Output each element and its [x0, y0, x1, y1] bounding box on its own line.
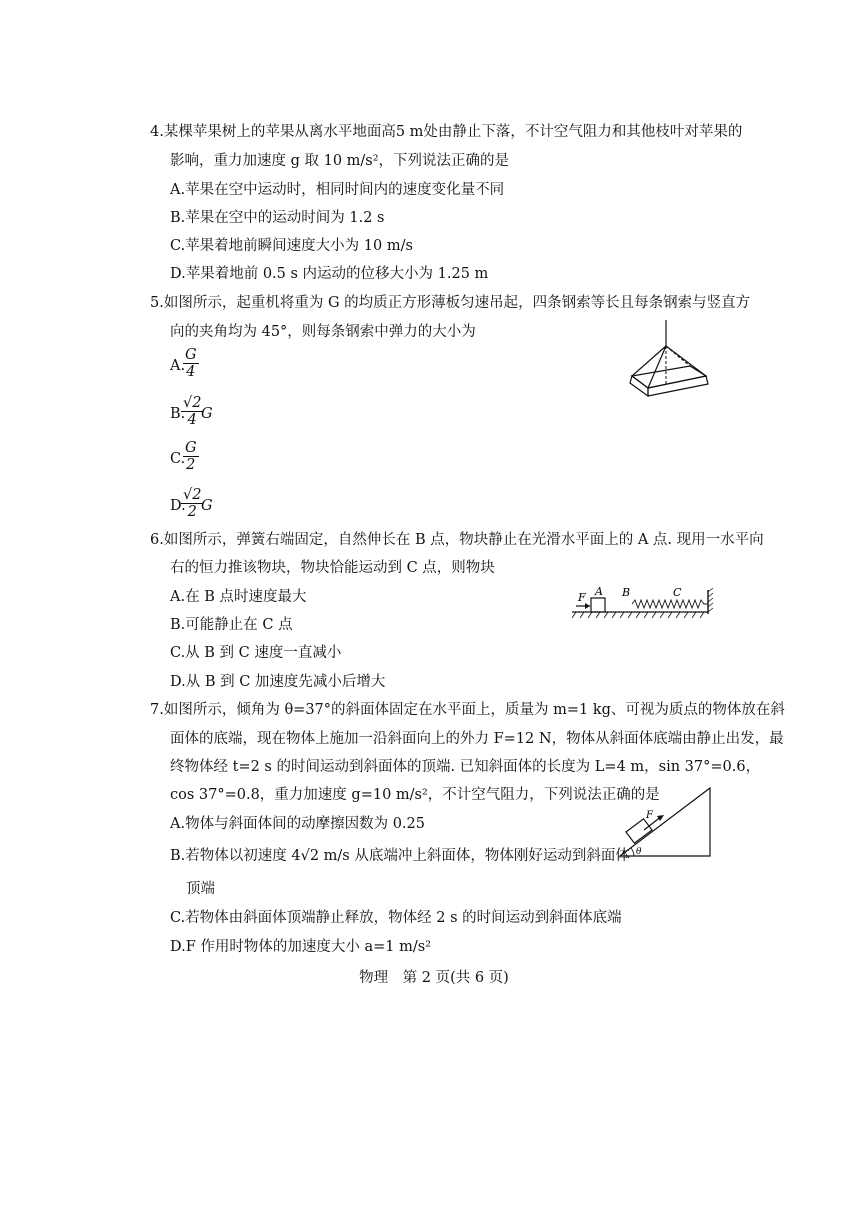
fraction-denominator: 4 [186, 364, 196, 380]
q6-stem-line1: 6.如图所示，弹簧右端固定，自然伸长在 B 点，物块静止在光滑水平面上的 A 点. 现用一水平向 [150, 532, 764, 548]
fraction-denominator: 4 [187, 412, 197, 428]
fraction-numerator: G [185, 440, 197, 456]
q7-stem-line3: 终物体经 t=2 s 的时间运动到斜面体的顶端. 已知斜面体的长度为 L=4 m，sin 37°=0.6， [170, 759, 761, 775]
q5-option-a-label: A. [170, 358, 186, 374]
q4-option-c: C.苹果着地前瞬间速度大小为 10 m/s [170, 238, 413, 254]
q4-stem-line1: 4.某棵苹果树上的苹果从离水平地面高5 m处由静止下落，不计空气阻力和其他枝叶对苹果的 [150, 124, 743, 140]
q6-option-a: A.在 B 点时速度最大 [170, 589, 307, 605]
q4-option-a: A.苹果在空中运动时，相同时间内的速度变化量不同 [170, 182, 505, 198]
q7-option-d: D.F 作用时物体的加速度大小 a=1 m/s² [170, 939, 432, 955]
fraction-denominator: 2 [186, 457, 196, 473]
q5-option-b-label: B. [170, 406, 186, 422]
q7-stem-line2: 面体的底端，现在物体上施加一沿斜面向上的外力 F=12 N，物体从斜面体底端由静止出发，最 [170, 731, 784, 747]
q5-option-c-fraction [183, 440, 199, 473]
q5-stem-line2: 向的夹角均为 45°，则每条钢索中弹力的大小为 [170, 324, 476, 340]
q7-option-b-line1: B.若物体以初速度 4√2 m/s 从底端冲上斜面体，物体刚好运动到斜面体 [170, 848, 630, 864]
fraction-numerator: √2 [183, 487, 202, 503]
q5-stem-line1: 5.如图所示，起重机将重为 G 的均质正方形薄板匀速吊起，四条钢索等长且每条钢索与竖直方 [150, 295, 751, 311]
spring-block-figure [570, 584, 716, 622]
q5-option-a-fraction [183, 347, 199, 380]
figure-label-b: B [622, 586, 631, 599]
q5-option-b-tail: G [201, 406, 213, 422]
page-footer: 物理 第 2 页(共 6 页) [359, 970, 509, 986]
fraction-numerator: G [185, 347, 197, 363]
q6-option-b: B.可能静止在 C 点 [170, 617, 293, 633]
figure-label-theta: θ [636, 847, 642, 857]
q7-option-b-line2: 顶端 [186, 881, 215, 897]
q4-stem-line2: 影响，重力加速度 g 取 10 m/s²，下列说法正确的是 [170, 153, 510, 169]
q5-option-c-label: C. [170, 451, 186, 467]
q4-option-d: D.苹果着地前 0.5 s 内运动的位移大小为 1.25 m [170, 266, 489, 282]
figure-label-f: F [578, 591, 586, 604]
q6-option-d: D.从 B 到 C 加速度先减小后增大 [170, 674, 386, 690]
incline-figure [614, 784, 714, 860]
fraction-numerator: √2 [183, 395, 202, 411]
fraction-denominator: 2 [187, 504, 197, 520]
q7-option-a: A.物体与斜面体间的动摩擦因数为 0.25 [170, 816, 425, 832]
q6-stem-line2: 右的恒力推该物块，物块恰能运动到 C 点，则物块 [170, 560, 495, 576]
q4-option-b: B.苹果在空中的运动时间为 1.2 s [170, 210, 385, 226]
figure-label-f: F [646, 810, 653, 821]
q5-option-d-label: D. [170, 498, 186, 514]
q7-stem-line4: cos 37°=0.8，重力加速度 g=10 m/s²，不计空气阻力，下列说法正确的是 [170, 787, 660, 803]
crane-plate-figure [618, 318, 714, 410]
q6-option-c: C.从 B 到 C 速度一直减小 [170, 645, 342, 661]
q7-stem-line1: 7.如图所示，倾角为 θ=37°的斜面体固定在水平面上，质量为 m=1 kg、可视为质点的物体放在斜 [150, 702, 785, 718]
q5-option-d-tail: G [201, 498, 213, 514]
figure-label-a: A [595, 585, 603, 598]
q7-option-c: C.若物体由斜面体顶端静止释放，物体经 2 s 的时间运动到斜面体底端 [170, 910, 622, 926]
figure-label-c: C [673, 586, 682, 599]
